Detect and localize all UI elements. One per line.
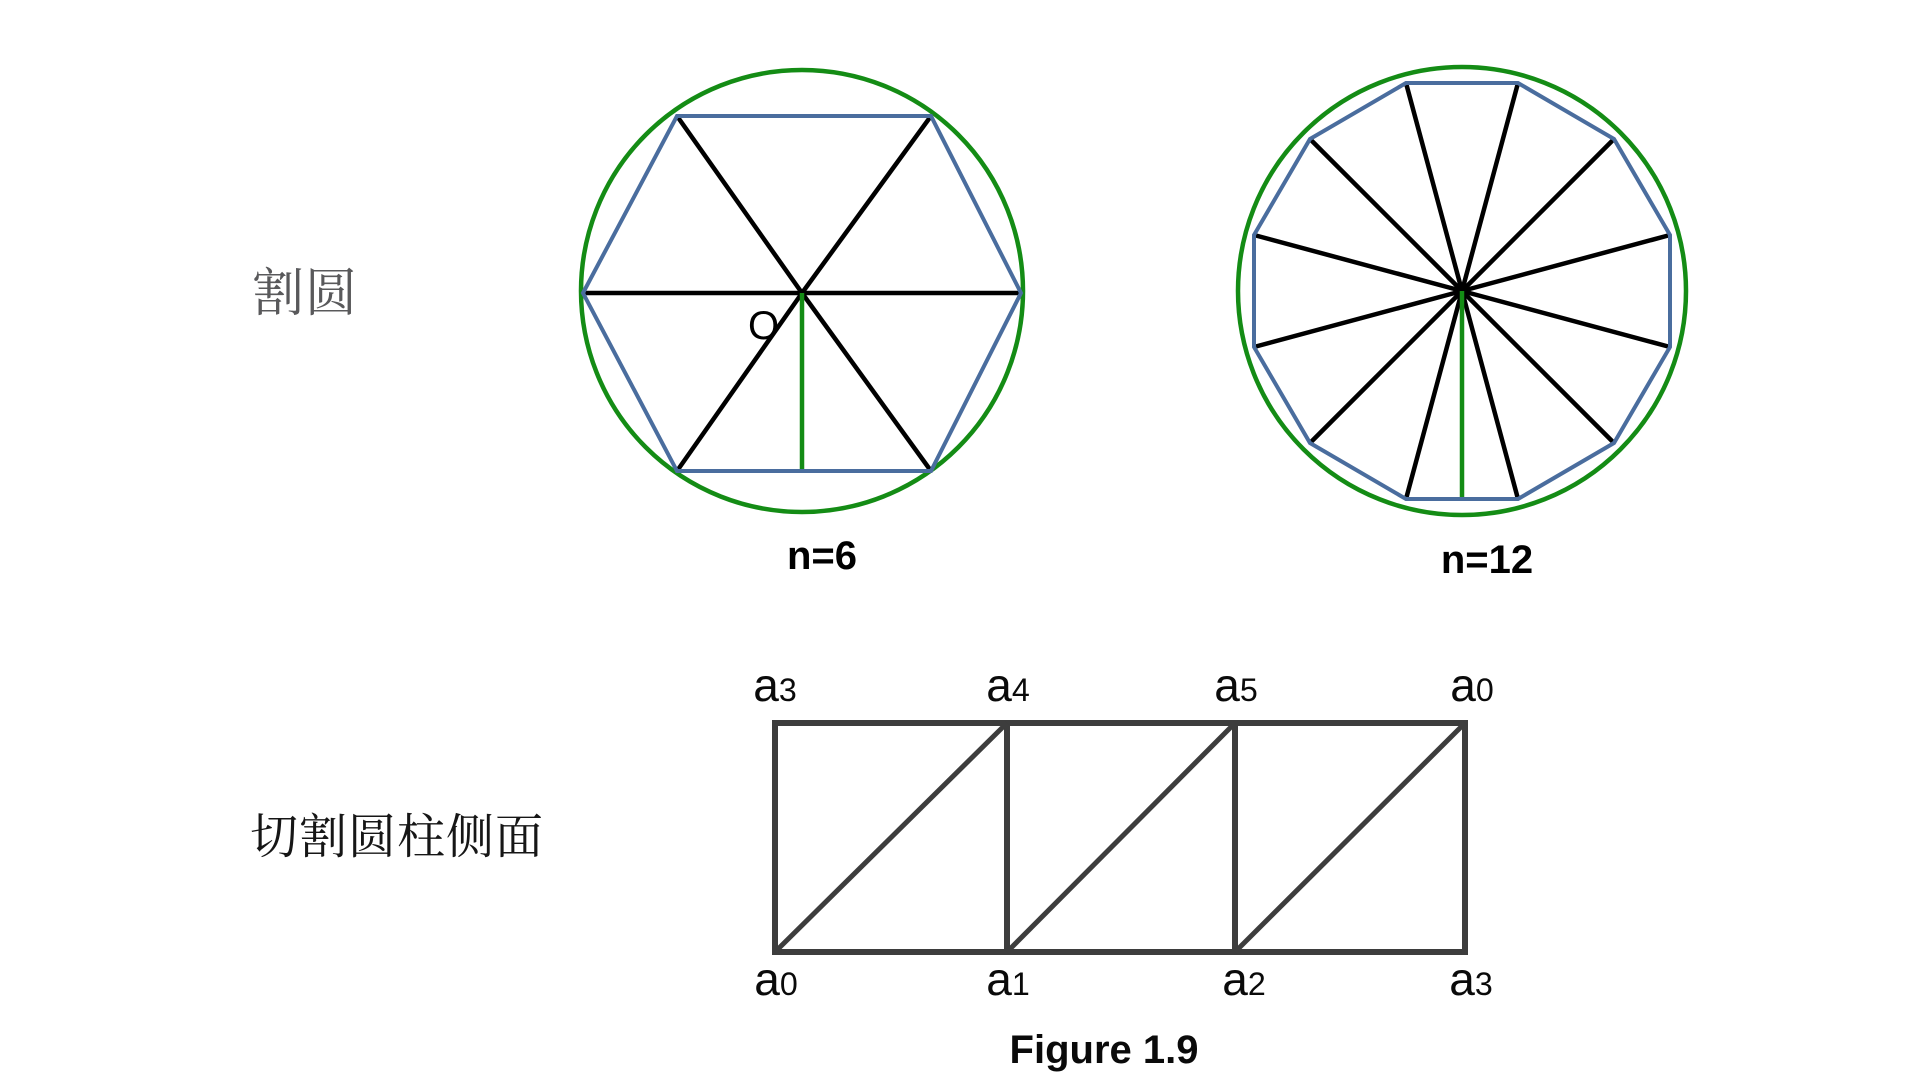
vertex-sub: 3 bbox=[1474, 966, 1493, 1002]
spoke bbox=[1462, 291, 1670, 347]
spoke bbox=[802, 293, 931, 471]
vertex-base: a bbox=[1449, 953, 1475, 1005]
vertex-label-top-1 bbox=[986, 659, 1030, 711]
spoke bbox=[1310, 291, 1462, 443]
spoke bbox=[1254, 235, 1462, 291]
vertex-label-bottom-0 bbox=[754, 953, 798, 1005]
n12-label: n=12 bbox=[1440, 538, 1534, 582]
vertex-sub: 2 bbox=[1247, 966, 1266, 1002]
vertex-sub: 1 bbox=[1011, 966, 1030, 1002]
spoke bbox=[677, 293, 802, 471]
vertex-label-top-3 bbox=[1450, 659, 1494, 711]
n6-label: n=6 bbox=[786, 534, 858, 578]
vertex-base: a bbox=[1214, 659, 1240, 711]
vertex-label-top-2 bbox=[1214, 659, 1258, 711]
spoke bbox=[1254, 291, 1462, 347]
spoke bbox=[1462, 139, 1614, 291]
spoke bbox=[1406, 291, 1462, 499]
spoke bbox=[1462, 291, 1614, 443]
vertex-sub: 3 bbox=[778, 672, 797, 708]
figure-n12 bbox=[1238, 67, 1686, 515]
vertex-sub: 0 bbox=[1475, 672, 1494, 708]
vertex-label-bottom-3 bbox=[1449, 953, 1493, 1005]
vertex-sub: 5 bbox=[1239, 672, 1258, 708]
spoke bbox=[1462, 291, 1518, 499]
spoke bbox=[802, 116, 931, 293]
spoke bbox=[1310, 139, 1462, 291]
vertex-base: a bbox=[1450, 659, 1476, 711]
spoke bbox=[1462, 235, 1670, 291]
vertex-label-bottom-1 bbox=[986, 953, 1030, 1005]
vertex-base: a bbox=[1222, 953, 1248, 1005]
vertex-base: a bbox=[986, 659, 1012, 711]
vertex-base: a bbox=[986, 953, 1012, 1005]
strip-diagonal bbox=[1007, 723, 1235, 952]
circle-center-label: O bbox=[748, 304, 780, 348]
vertex-label-top-0 bbox=[753, 659, 797, 711]
strip-diagonal bbox=[1235, 723, 1465, 952]
figure-n6 bbox=[581, 70, 1023, 512]
vertex-sub: 4 bbox=[1011, 672, 1030, 708]
vertex-base: a bbox=[754, 953, 780, 1005]
spoke bbox=[677, 116, 802, 293]
strip-diagonal bbox=[775, 723, 1007, 952]
cylinder-strip bbox=[775, 723, 1465, 952]
spoke bbox=[1406, 83, 1462, 291]
figure-caption: Figure 1.9 bbox=[1009, 1028, 1199, 1072]
vertex-sub: 0 bbox=[779, 966, 798, 1002]
vertex-base: a bbox=[753, 659, 779, 711]
section-label-cut-cylinder: 切割圆柱侧面 bbox=[250, 811, 545, 864]
vertex-label-bottom-2 bbox=[1222, 953, 1266, 1005]
spoke bbox=[1462, 83, 1518, 291]
section-label-cut-circle: 割圆 bbox=[252, 265, 359, 323]
